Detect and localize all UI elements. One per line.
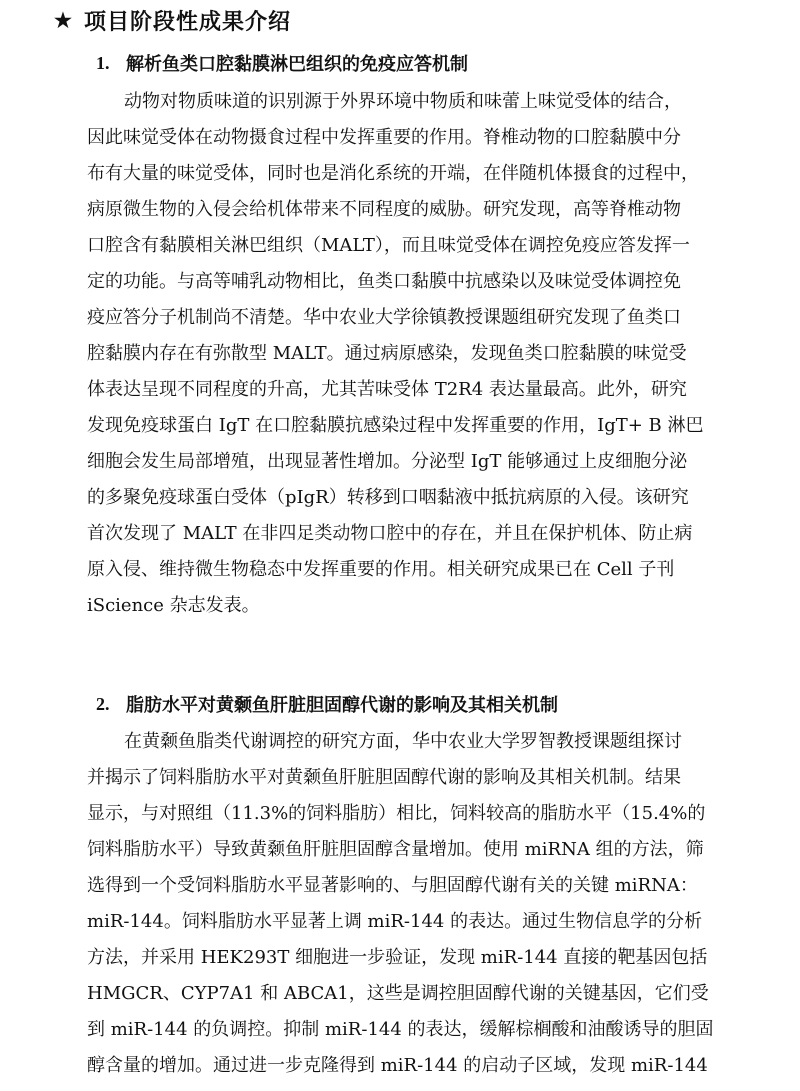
item-2-title-text: 脂肪水平对黄颡鱼肝脏胆固醇代谢的影响及其相关机制 (126, 695, 558, 716)
item-2-line-3: 显示，与对照组（11.3%的饲料脂肪）相比，饲料较高的脂肪水平（15.4%的 (87, 803, 706, 824)
item-1-line-4: 病原微生物的入侵会给机体带来不同程度的威胁。研究发现，高等脊椎动物 (87, 199, 681, 220)
item-2-line-6: miR-144。饲料脂肪水平显著上调 miR-144 的表达。通过生物信息学的分析 (87, 911, 703, 932)
item-2-line-10: 醇含量的增加。通过进一步克隆得到 miR-144 的启动子区域，发现 miR-144 (87, 1055, 708, 1076)
item-2-line-8: HMGCR、CYP7A1 和 ABCA1，这些是调控胆固醇代谢的关键基因，它们受 (87, 983, 709, 1004)
item-2-number: 2. (96, 693, 110, 714)
section-heading (54, 4, 291, 36)
item-2-title (96, 689, 558, 719)
item-2-line-9: 到 miR-144 的负调控。抑制 miR-144 的表达，缓解棕榈酸和油酸诱导的胆固 (87, 1019, 714, 1040)
item-1-line-15: iScience 杂志发表。 (87, 595, 260, 616)
item-1-line-9: 体表达呈现不同程度的升高，尤其苦味受体 T2R4 表达量最高。此外，研究 (87, 379, 687, 400)
item-1-number: 1. (96, 52, 110, 73)
item-1-line-2: 因此味觉受体在动物摄食过程中发挥重要的作用。脊椎动物的口腔黏膜中分 (87, 127, 681, 148)
section-heading-text: 项目阶段性成果介绍 (84, 8, 292, 35)
item-1-line-3: 布有大量的味觉受体，同时也是消化系统的开端，在伴随机体摄食的过程中， (87, 163, 699, 184)
star-icon: ★ (54, 8, 73, 32)
item-2-line-4: 饲料脂肪水平）导致黄颡鱼肝脏胆固醇含量增加。使用 miRNA 组的方法，筛 (87, 839, 704, 860)
item-1-line-1: 动物对物质味道的识别源于外界环境中物质和味蕾上味觉受体的结合， (124, 91, 682, 112)
item-1-line-7: 疫应答分子机制尚不清楚。华中农业大学徐镇教授课题组研究发现了鱼类口 (87, 307, 681, 328)
item-1-line-13: 首次发现了 MALT 在非四足类动物口腔中的存在，并且在保护机体、防止病 (87, 523, 693, 544)
item-1-line-6: 定的功能。与高等哺乳动物相比，鱼类口黏膜中抗感染以及味觉受体调控免 (87, 271, 681, 292)
item-1-line-10: 发现免疫球蛋白 IgT 在口腔黏膜抗感染过程中发挥重要的作用，IgT+ B 淋巴 (87, 415, 704, 436)
item-2-line-2: 并揭示了饲料脂肪水平对黄颡鱼肝脏胆固醇代谢的影响及其相关机制。结果 (87, 767, 681, 788)
item-1-line-5: 口腔含有黏膜相关淋巴组织（MALT），而且味觉受体在调控免疫应答发挥一 (87, 235, 690, 256)
item-1-line-12: 的多聚免疫球蛋白受体（pIgR）转移到口咽黏液中抵抗病原的入侵。该研究 (87, 487, 689, 508)
item-2-line-5: 选得到一个受饲料脂肪水平显著影响的、与胆固醇代谢有关的关键 miRNA： (87, 875, 698, 896)
item-1-title-text: 解析鱼类口腔黏膜淋巴组织的免疫应答机制 (126, 54, 468, 75)
item-1-line-14: 原入侵、维持微生物稳态中发挥重要的作用。相关研究成果已在 Cell 子刊 (87, 559, 675, 580)
item-1-title (96, 48, 468, 78)
item-1-line-11: 细胞会发生局部增殖，出现显著性增加。分泌型 IgT 能够通过上皮细胞分泌 (87, 451, 688, 472)
item-2-line-1: 在黄颡鱼脂类代谢调控的研究方面，华中农业大学罗智教授课题组探讨 (124, 731, 682, 752)
item-1-line-8: 腔黏膜内存在有弥散型 MALT。通过病原感染，发现鱼类口腔黏膜的味觉受 (87, 343, 687, 364)
item-2-line-7: 方法，并采用 HEK293T 细胞进一步验证，发现 miR-144 直接的靶基因包括 (87, 947, 708, 968)
